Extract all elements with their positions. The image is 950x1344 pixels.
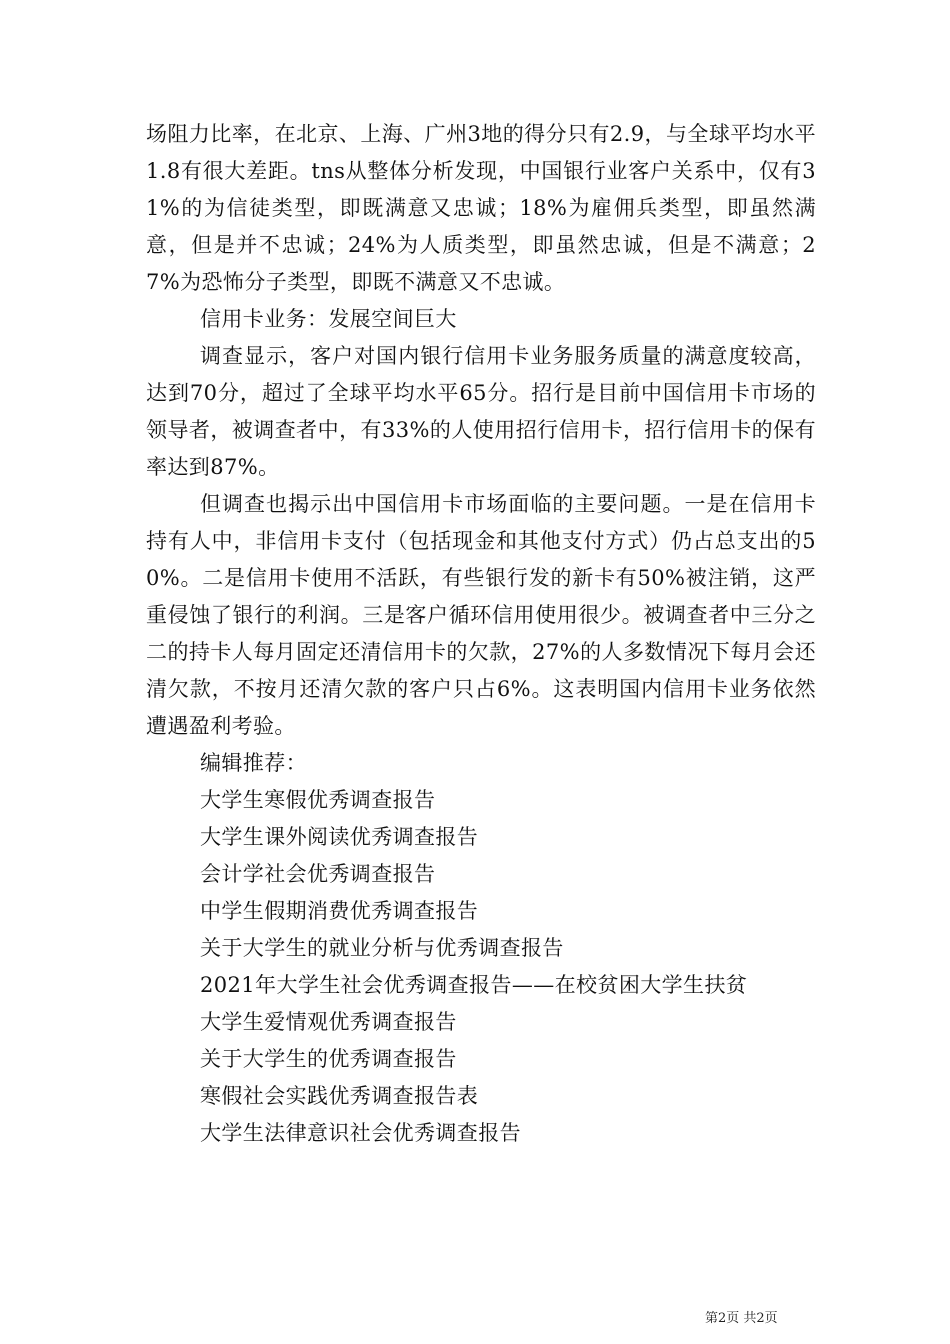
recommendation-link[interactable]: 大学生法律意识社会优秀调查报告 [200,1121,521,1145]
recommendation-link[interactable]: 大学生爱情观优秀调查报告 [200,1010,457,1034]
recommendation-link[interactable]: 大学生课外阅读优秀调查报告 [200,825,479,849]
recommendation-link[interactable]: 中学生假期消费优秀调查报告 [200,899,479,923]
section-heading: 信用卡业务：发展空间巨大 [200,307,457,331]
body-paragraph: 调查显示，客户对国内银行信用卡业务服务质量的满意度较高，达到70分，超过了全球平均水平65分。招行是目前中国信用卡市场的领导者，被调查者中，有33%的人使用招行信用卡，招行信用卡的保有率达到87%。 [146,344,816,479]
recommendation-link[interactable]: 大学生寒假优秀调查报告 [200,788,436,812]
continued-paragraph: 场阻力比率，在北京、上海、广州3地的得分只有2.9，与全球平均水平1.8有很大差距。tns从整体分析发现，中国银行业客户关系中，仅有31%的为信徒类型，即既满意又忠诚；18%为雇佣兵类型，即虽然满意，但是并不忠诚；24%为人质类型，即虽然忠诚，但是不满意；27%为恐怖分子类型，即既不满意又不忠诚。 [146,122,816,294]
document-body [146,116,816,1152]
recommendation-link[interactable]: 2021年大学生社会优秀调查报告——在校贫困大学生扶贫 [200,973,748,997]
body-paragraph: 但调查也揭示出中国信用卡市场面临的主要问题。一是在信用卡持有人中，非信用卡支付（包括现金和其他支付方式）仍占总支出的50%。二是信用卡使用不活跃，有些银行发的新卡有50%被注销，这严重侵蚀了银行的利润。三是客户循环信用使用很少。被调查者中三分之二的持卡人每月固定还清信用卡的欠款，27%的人多数情况下每月会还清欠款，不按月还清欠款的客户只占6%。这表明国内信用卡业务依然遭遇盈利考验。 [146,492,816,738]
page-number: 第2页 共2页 [705,1311,778,1326]
recommendations-label: 编辑推荐： [200,751,307,775]
recommendation-link[interactable]: 关于大学生的优秀调查报告 [200,1047,457,1071]
recommendation-link[interactable]: 会计学社会优秀调查报告 [200,862,436,886]
recommendations-list [146,782,816,1152]
recommendation-link[interactable]: 关于大学生的就业分析与优秀调查报告 [200,936,564,960]
recommendation-link[interactable]: 寒假社会实践优秀调查报告表 [200,1084,479,1108]
